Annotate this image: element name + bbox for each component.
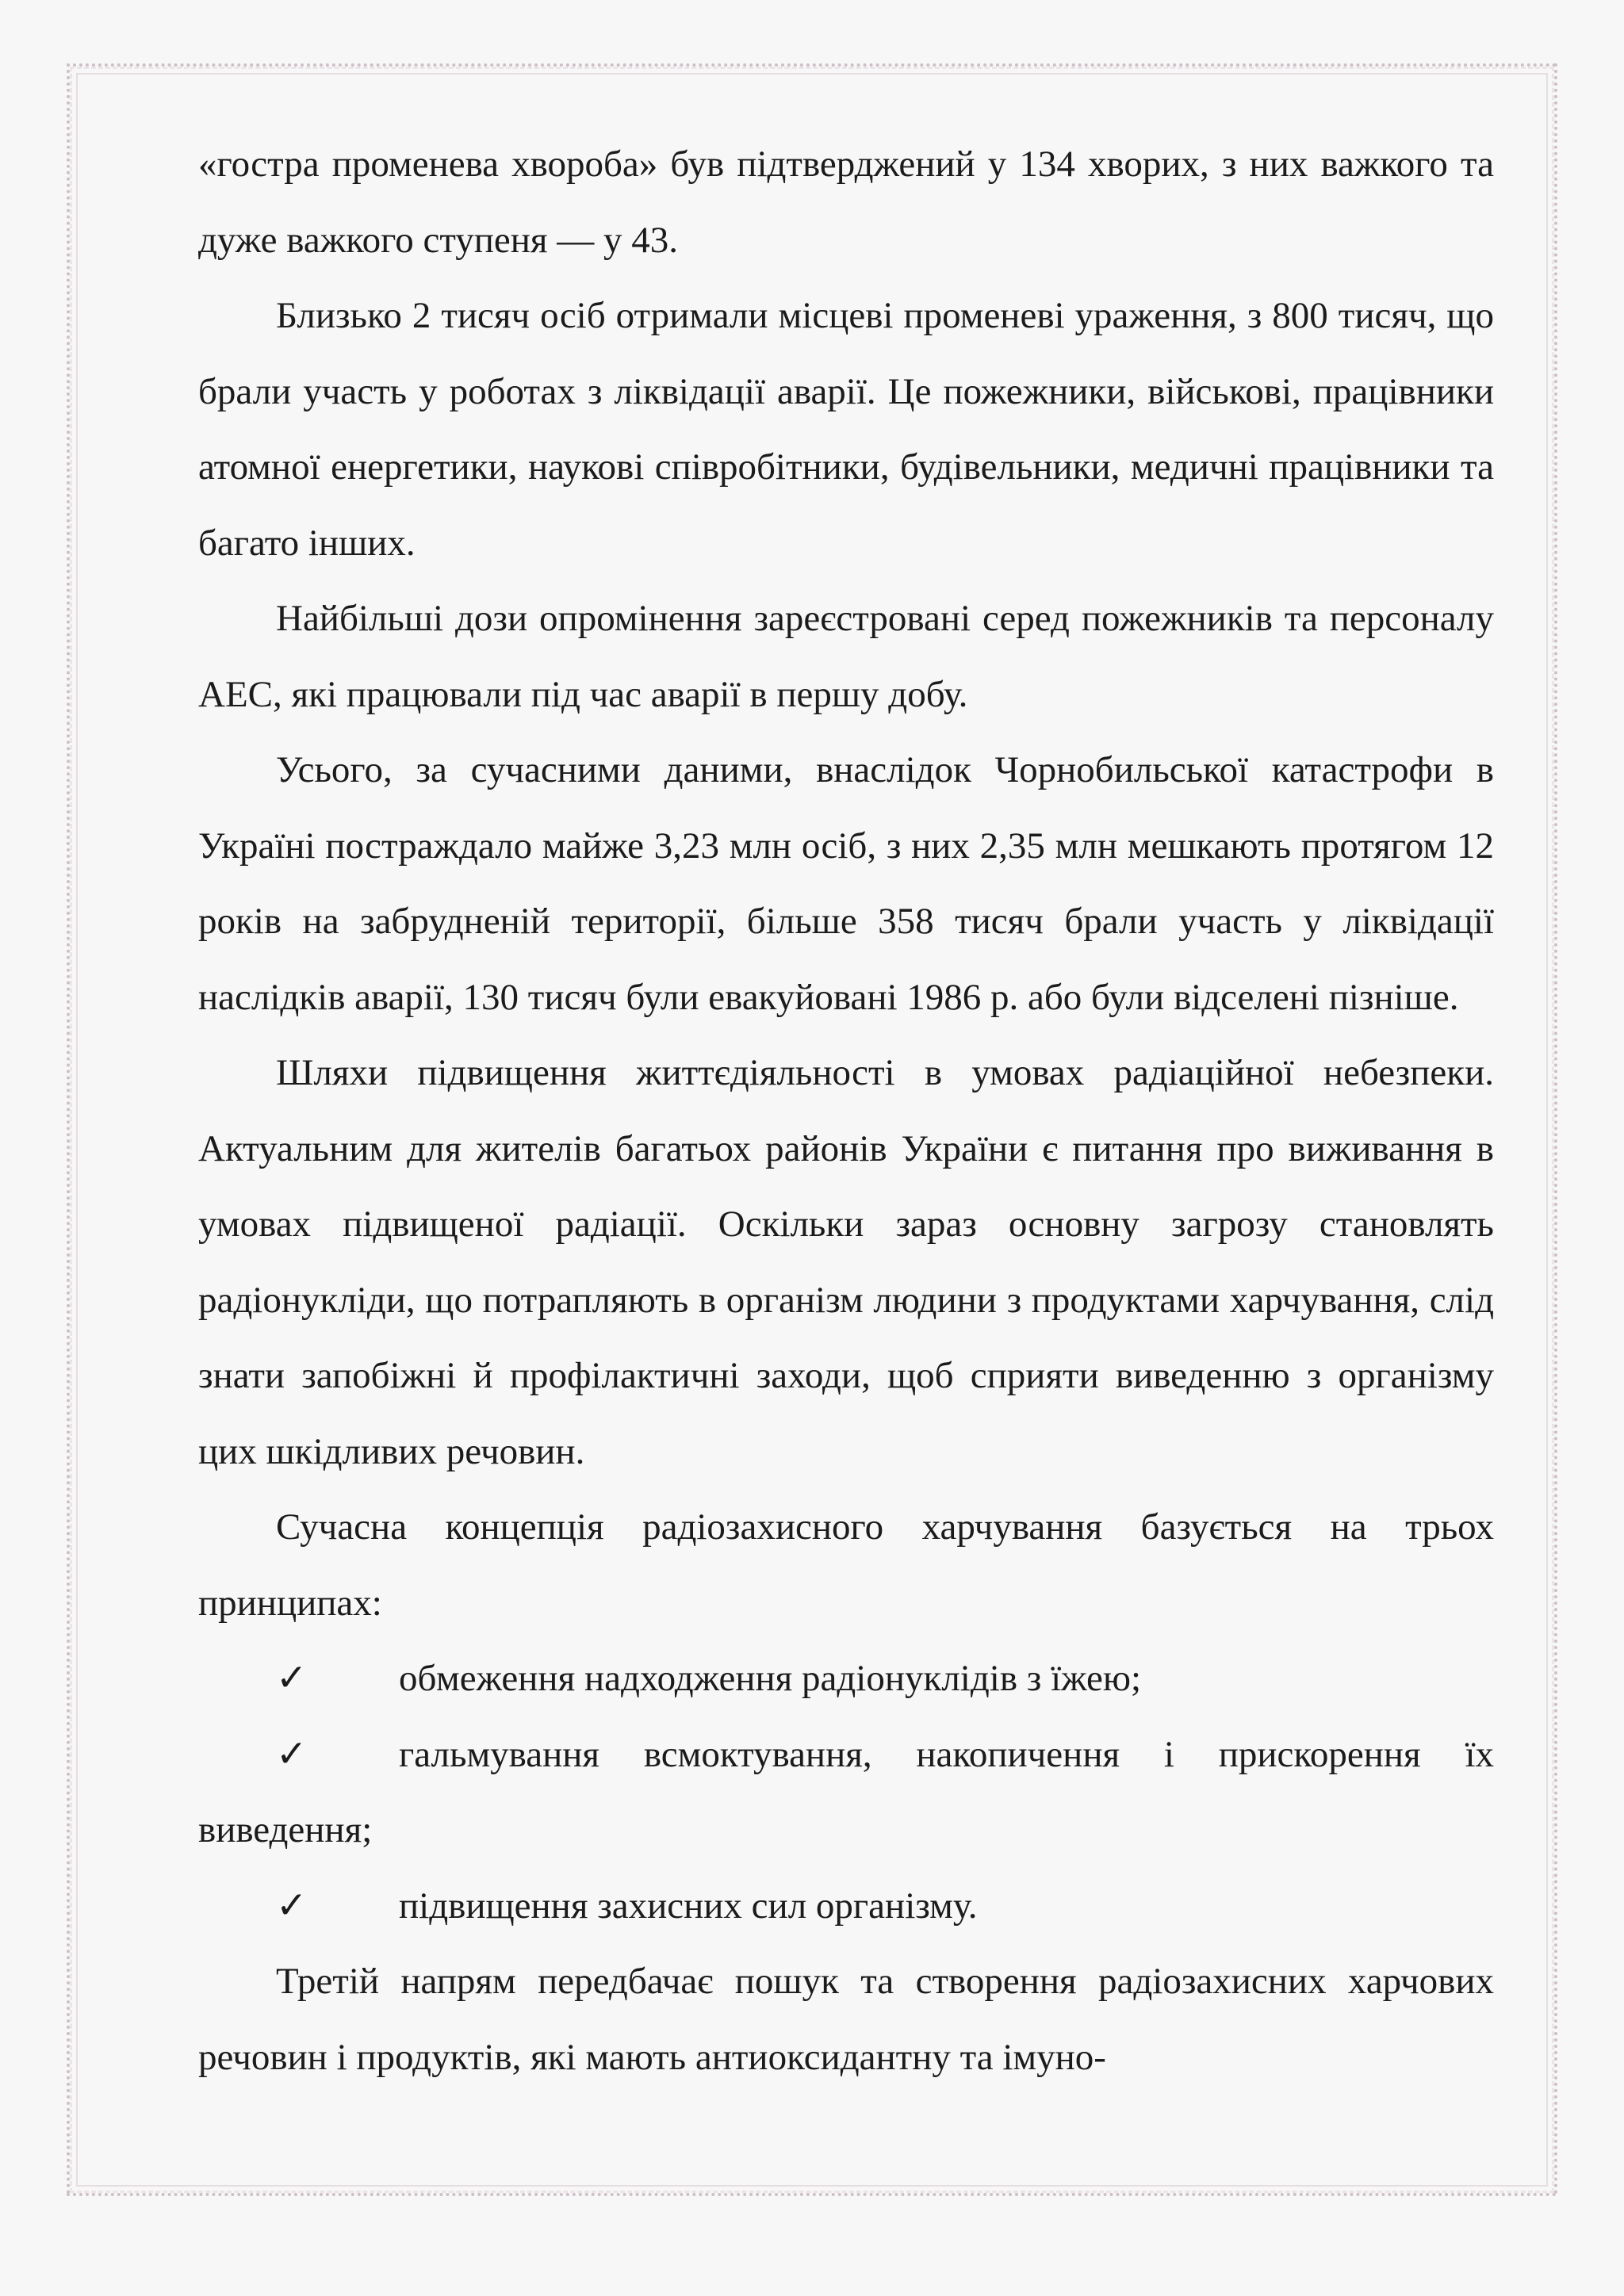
list-item-text: гальмування всмоктування, накопичення і прискорення їх виведення;	[198, 1733, 1494, 1850]
paragraph-1: «гостра променева хвороба» був підтверджений у 134 хворих, з них важкого та дуже важкого ступеня — у 43.	[198, 144, 1494, 261]
list-item	[198, 1717, 1494, 1869]
paragraph-5: Шляхи підвищення життєдіяльності в умовах радіаційної небезпеки. Актуальним для жителів багатьох районів України є питання про виживання в умовах підвищеної радіації. Оскільки зараз основну загрозу становлять радіонукліди, що потрапляють в організм людини з продуктами харчування, слід знати запобіжні й профілактичні заходи, щоб сприяти виведенню з організму цих шкідливих речовин.	[198, 1052, 1494, 1472]
checkmark-icon: ✓	[276, 1658, 308, 1699]
paragraph-4: Усього, за сучасними даними, внаслідок Чорнобильської катастрофи в Україні постраждало майже 3,23 млн осіб, з них 2,35 млн мешкають протягом 12 років на забрудненій території, більше 358 тисяч брали участь у ліквідації наслідків аварії, 130 тисяч були евакуйовані 1986 р. або були відселені пізніше.	[198, 749, 1494, 1018]
list-item	[198, 1869, 1494, 1945]
paragraph-6: Сучасна концепція радіозахисного харчування базується на трьох принципах:	[198, 1506, 1494, 1624]
list-item-text: обмеження надходження радіонуклідів з їжею;	[399, 1658, 1142, 1699]
list-item-text: підвищення захисних сил організму.	[399, 1885, 978, 1927]
paragraph-2: Близько 2 тисяч осіб отримали місцеві променеві ураження, з 800 тисяч, що брали участь у роботах з ліквідації аварії. Це пожежники, військові, працівники атомної енергетики, наукові співробітники, будівельники, медичні працівники та багато інших.	[198, 295, 1494, 564]
paragraph-7: Третій напрям передбачає пошук та створення радіозахисних харчових речовин і продуктів, які мають антиоксидантну та імуно-	[198, 1961, 1494, 2078]
paragraph-3: Найбільші дози опромінення зареєстровані серед пожежників та персоналу АЕС, які працювали під час аварії в першу добу.	[198, 598, 1494, 715]
checkmark-icon: ✓	[276, 1885, 308, 1927]
checkmark-icon: ✓	[276, 1733, 308, 1775]
list-item	[198, 1641, 1494, 1717]
document-body	[198, 127, 1494, 2095]
